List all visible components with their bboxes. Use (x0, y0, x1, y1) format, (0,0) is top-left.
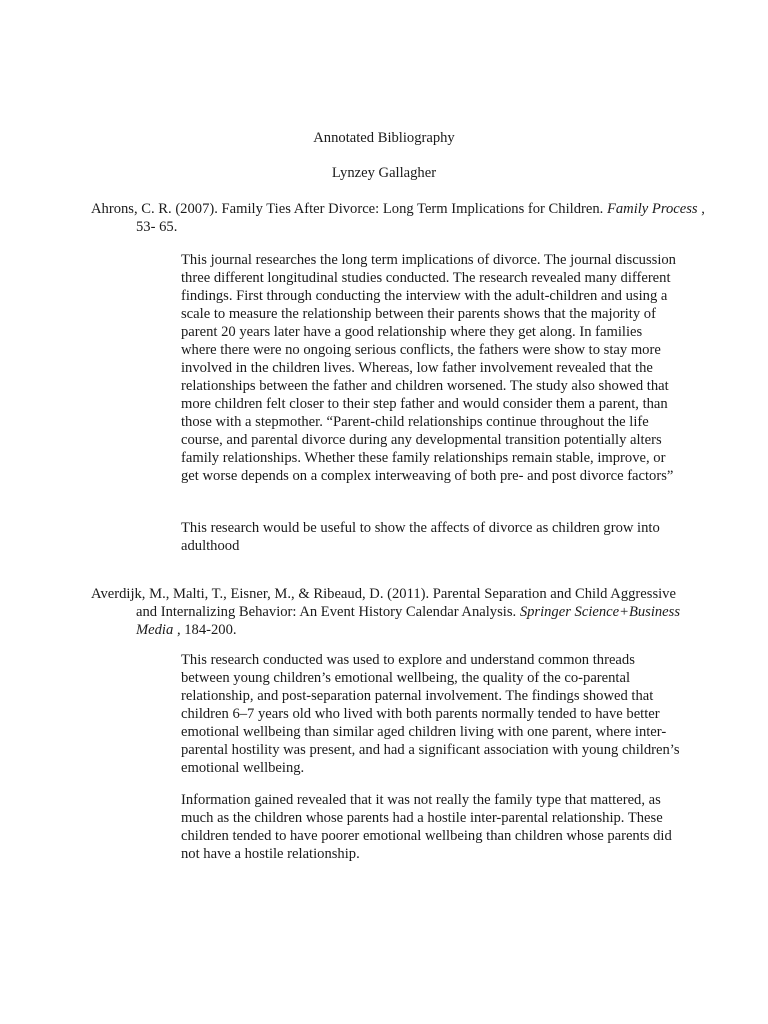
document-title: Annotated Bibliography (313, 130, 455, 146)
annotation-paragraph: This research would be useful to show the affects of divorce as children grow into adulthood (181, 520, 660, 554)
citation-ahrons (91, 200, 716, 236)
document-author: Lynzey Gallagher (331, 165, 437, 181)
citation-pages: , 53- 65. (136, 201, 705, 235)
citation-journal: Springer Science+Business Media (136, 604, 681, 638)
annotation-paragraph: Information gained revealed that it was not really the family type that mattered, as much as the children whose parents had a hostile inter-parental relationship. These children tended to have poorer emotional wellbeing than children whose parents did not have a hostile relationship. (181, 792, 672, 862)
citation-averdijk (91, 585, 691, 639)
citation-pages: , 184-200. (173, 622, 237, 638)
annotation-paragraph: This research conducted was used to explore and understand common threads between young children’s emotional wellbeing, the quality of the co-parental relationship, and post-separation paternal involvement. The findings showed that children 6–7 years old who lived with both parents normally tended to have better emotional wellbeing than similar aged children living with one parent, where inter-parental hostility was present, and had a significant association with young children’s emotional wellbeing. (181, 652, 680, 776)
citation-text: Averdijk, M., Malti, T., Eisner, M., & Ribeaud, D. (2011). Parental Separation and Child Aggressive and Internalizing Behavior: An Event History Calendar Analysis. (91, 586, 676, 620)
citation-journal: Family Process (606, 201, 698, 217)
annotation-paragraph: This journal researches the long term implications of divorce. The journal discussion three different longitudinal studies conducted. The research revealed many different findings. First through conducting the interview with the adult-children and using a scale to measure the relationship between their parents shows that the majority of parent 20 years later have a good relationship where they get along. In families where there were no ongoing serious conflicts, the fathers were show to stay more involved in the children lives. Whereas, low father involvement revealed that the relationships between the father and children worsened. The study also showed that more children felt closer to their step father and would consider them a parent, than those with a stepmother. “Parent-child relationships continue throughout the life course, and parental divorce during any developmental transition potentially alters family relationships. Whether these family relationships remain stable, improve, or get worse depends on a complex interweaving of both pre- and post divorce factors” (181, 252, 676, 484)
citation-text: Ahrons, C. R. (2007). Family Ties After Divorce: Long Term Implications for Children. (91, 201, 607, 217)
